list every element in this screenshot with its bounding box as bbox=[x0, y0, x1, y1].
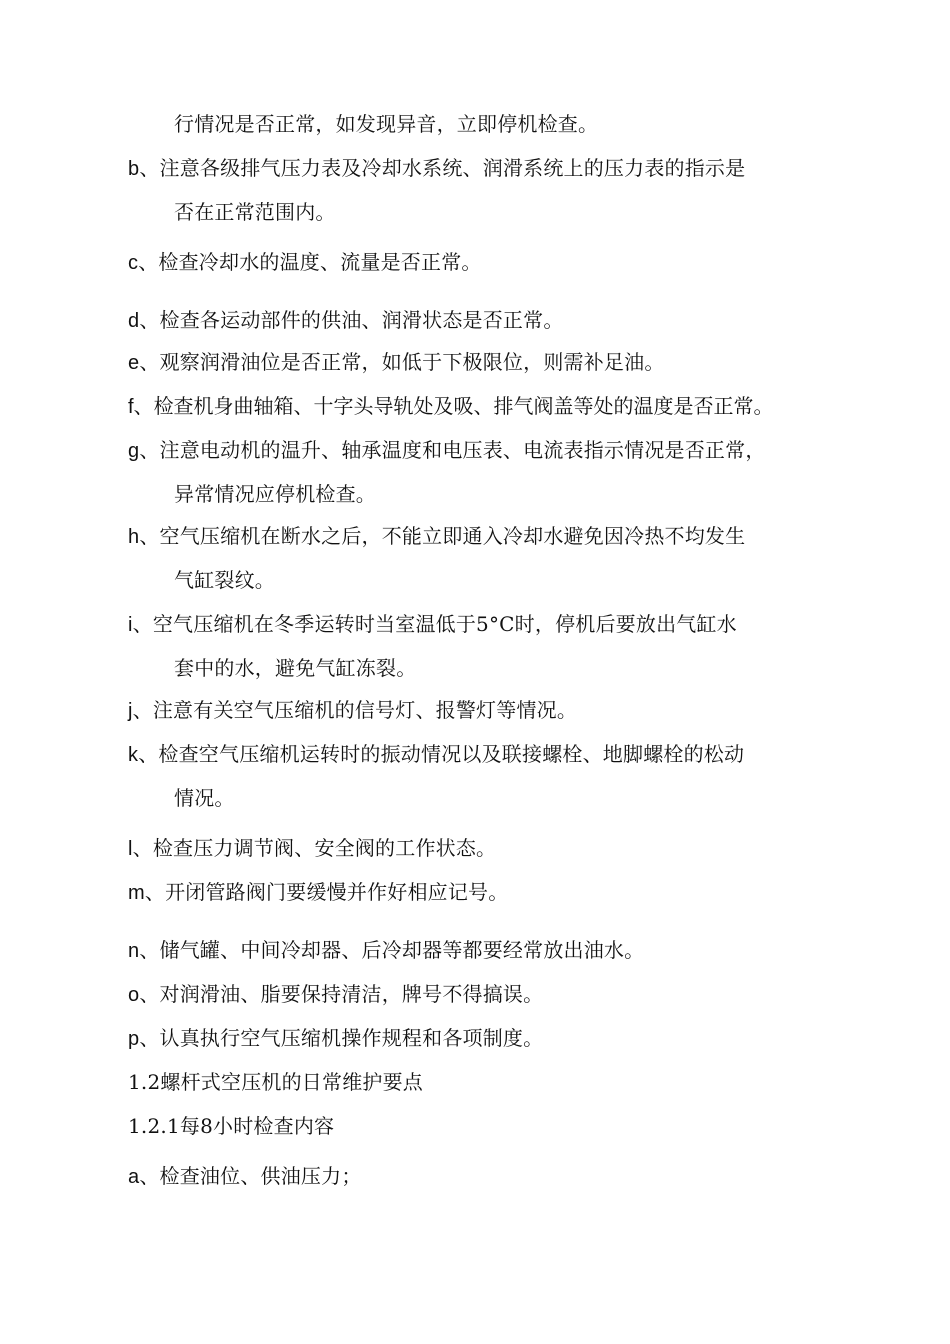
list-marker: n、 bbox=[128, 940, 160, 962]
list-item-f bbox=[128, 394, 774, 419]
list-item-h-continuation: 气缸裂纹。 bbox=[174, 568, 275, 592]
list-item-i bbox=[128, 612, 737, 637]
list-item-g bbox=[128, 438, 766, 463]
list-marker: j、 bbox=[128, 700, 153, 722]
list-item-e bbox=[128, 350, 665, 375]
list-item-text: 储气罐、中间冷却器、后冷却器等都要经常放出油水。 bbox=[159, 938, 645, 962]
list-marker: k、 bbox=[128, 744, 159, 766]
list-item-text: 开闭管路阀门要缓慢并作好相应记号。 bbox=[165, 880, 509, 904]
list-item-i-continuation: 套中的水，避免气缸冻裂。 bbox=[174, 656, 417, 680]
list-item-text: 注意各级排气压力表及冷却水系统、润滑系统上的压力表的指示是 bbox=[159, 156, 746, 180]
list-marker: b、 bbox=[128, 158, 160, 180]
list-item-k-continuation: 情况。 bbox=[174, 786, 235, 810]
list-item-text: 注意有关空气压缩机的信号灯、报警灯等情况。 bbox=[152, 698, 578, 722]
list-item-text: 空气压缩机在断水之后，不能立即通入冷却水避免因冷热不均发生 bbox=[159, 524, 746, 548]
list-item-text: 空气压缩机在冬季运转时当室温低于5°C时，停机后要放出气缸水 bbox=[152, 612, 737, 636]
list-item-m bbox=[128, 880, 508, 905]
list-marker: f、 bbox=[128, 396, 154, 418]
list-item-text: 注意电动机的温升、轴承温度和电压表、电流表指示情况是否正常， bbox=[159, 438, 766, 462]
list-item-text: 检查压力调节阀、安全阀的工作状态。 bbox=[152, 836, 497, 860]
list-marker: e、 bbox=[128, 352, 160, 374]
list-marker: i、 bbox=[128, 614, 153, 636]
list-marker: l、 bbox=[128, 838, 153, 860]
list-item-text: 检查冷却水的温度、流量是否正常。 bbox=[158, 250, 482, 274]
list-item-n bbox=[128, 938, 644, 963]
list-item-k bbox=[128, 742, 744, 767]
list-marker: g、 bbox=[128, 440, 160, 462]
list-marker: d、 bbox=[128, 310, 160, 332]
list-item-b-continuation: 否在正常范围内。 bbox=[174, 200, 336, 224]
section-heading: 1.2螺杆式空压机的日常维护要点 bbox=[128, 1070, 424, 1094]
list-marker: m、 bbox=[128, 882, 166, 904]
list-marker: o、 bbox=[128, 984, 160, 1006]
list-marker: a、 bbox=[128, 1166, 160, 1188]
subsection-heading: 1.2.1每8小时检查内容 bbox=[128, 1114, 335, 1138]
list-item-text: 认真执行空气压缩机操作规程和各项制度。 bbox=[159, 1026, 544, 1050]
list-item-a bbox=[128, 1164, 362, 1189]
list-item-text: 观察润滑油位是否正常，如低于下极限位，则需补足油。 bbox=[159, 350, 665, 374]
list-item-b bbox=[128, 156, 745, 181]
list-item-h bbox=[128, 524, 745, 549]
list-item-p bbox=[128, 1026, 543, 1051]
list-marker: p、 bbox=[128, 1028, 160, 1050]
list-item-text: 检查机身曲轴箱、十字头导轨处及吸、排气阀盖等处的温度是否正常。 bbox=[153, 394, 774, 418]
list-item-text: 检查空气压缩机运转时的振动情况以及联接螺栓、地脚螺栓的松动 bbox=[158, 742, 745, 766]
list-item-j bbox=[128, 698, 577, 723]
list-item-text: 检查油位、供油压力； bbox=[159, 1164, 362, 1188]
list-item-g-continuation: 异常情况应停机检查。 bbox=[174, 482, 376, 506]
list-item-text: 检查各运动部件的供油、润滑状态是否正常。 bbox=[159, 308, 564, 332]
item-continuation-line: 行情况是否正常，如发现异音，立即停机检查。 bbox=[174, 112, 599, 136]
list-marker: c、 bbox=[128, 252, 159, 274]
list-item-text: 对润滑油、脂要保持清洁，牌号不得搞误。 bbox=[159, 982, 544, 1006]
list-item-l bbox=[128, 836, 496, 861]
list-item-c bbox=[128, 250, 482, 275]
list-item-d bbox=[128, 308, 564, 333]
list-marker: h、 bbox=[128, 526, 160, 548]
list-item-o bbox=[128, 982, 543, 1007]
